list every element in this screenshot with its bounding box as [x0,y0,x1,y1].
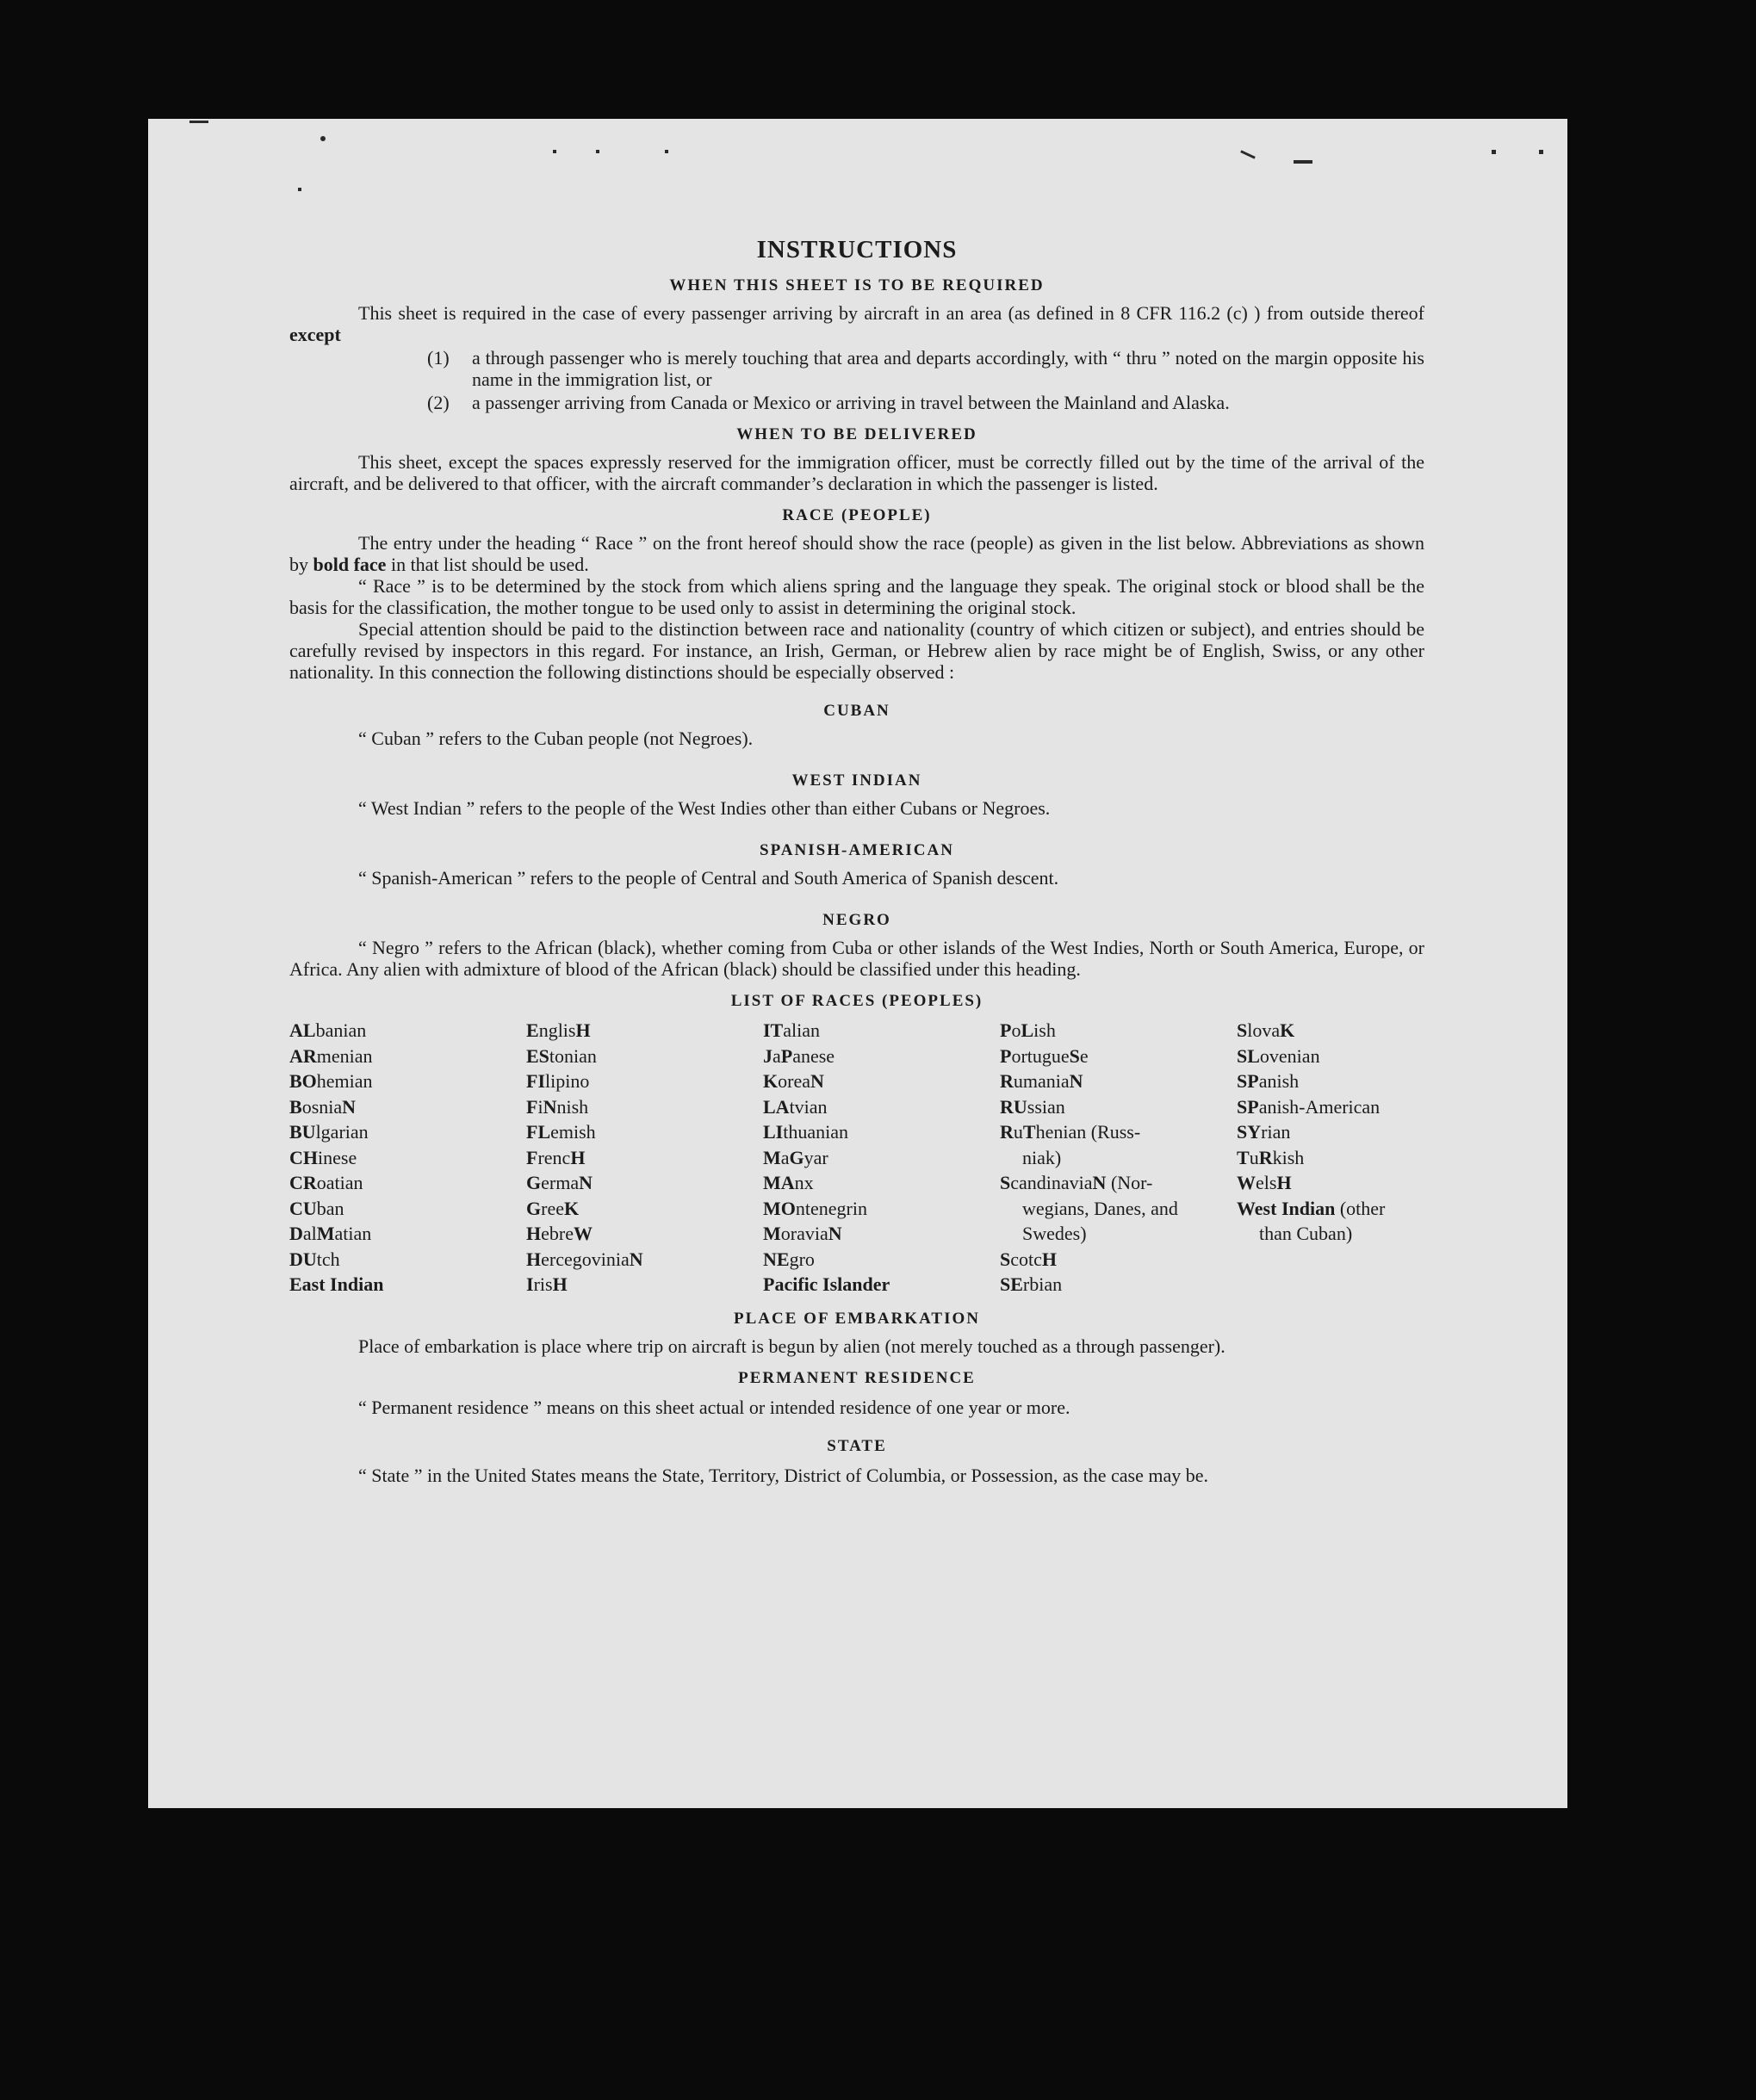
west-indian-text: “ West Indian ” refers to the people of the West Indies other than either Cubans or Negroes. [358,797,1051,819]
race-entry: CUban [289,1197,344,1219]
heading-permanent-residence: PERMANENT RESIDENCE [738,1368,976,1387]
race-entry: GermaN [526,1172,593,1193]
race-paragraph-2: “ Race ” is to be determined by the stock from which aliens spring and the language they speak. The original stock or blood shall be the basis for the classification, the mother tongue to be used only to assist in determining the original stock. [289,575,1424,618]
race-entry: ARmenian [289,1044,373,1067]
spanish-american-text: “ Spanish-American ” refers to the people of Central and South America of Spanish descent. [358,867,1059,889]
page-title: INSTRUCTIONS [756,236,958,263]
race-entry: NEgro [763,1248,815,1270]
race-column [289,1018,526,1298]
race-entry: FIlipino [526,1070,590,1092]
race-entry: TuRkish [1237,1146,1305,1168]
race-entry: West Indian (other than Cuban) [1237,1197,1386,1244]
negro-text: “ Negro ” refers to the African (black), whether coming from Cuba or other islands of the West Indies, North or South America, Europe, or Africa. Any alien with admixture of blood of the African (black) should be classified under this heading. [289,937,1424,980]
race-entry: ALbanian [289,1019,367,1041]
race-entry: SYrian [1237,1121,1291,1143]
delivered-text: This sheet, except the spaces expressly reserved for the immigration officer, must be correctly filled out by the time of the arrival of the aircraft, and be delivered to that officer, with the aircraft commander’s declaration in which the passenger is listed. [289,451,1424,494]
race-entry: HercegoviniaN [526,1248,643,1270]
race-entry: FLemish [526,1121,596,1143]
embarkation-text: Place of embarkation is place where trip on aircraft is begun by alien (not merely touched as a through passenger). [358,1335,1225,1357]
heading-when-delivered: WHEN TO BE DELIVERED [736,425,977,443]
race-entry: KoreaN [763,1070,824,1092]
race-paragraph-1: The entry under the heading “ Race ” on the front hereof should show the race (people) as given in the list below. Abbreviations as shown by bold face in that list should be used. [289,532,1424,575]
exception-item-2: (2) a passenger arriving from Canada or Mexico or arriving in travel between the Mainland and Alaska. [427,392,1230,413]
race-entry: MoraviaN [763,1223,842,1244]
heading-west-indian: WEST INDIAN [791,771,922,790]
state-text: “ State ” in the United States means the State, Territory, District of Columbia, or Possession, as the case may be. [358,1464,1209,1486]
race-entry: RuThenian (Russ- niak) [1000,1121,1141,1168]
race-entry: RUssian [1000,1095,1065,1118]
race-paragraph-3: Special attention should be paid to the distinction between race and nationality (country of which citizen or subject), and entries should be carefully revised by inspectors in this regard. For instance, an Irish, German, or Hebrew alien by race might be of English, Swiss, or any other nationality. In this connection the following distinctions should be especially observed : [289,618,1424,683]
race-entry: RumaniaN [1000,1070,1083,1092]
race-entry: BOhemian [289,1070,373,1092]
race-entry: SlovaK [1237,1019,1295,1041]
race-entry: WelsH [1237,1172,1292,1193]
race-entry: SPanish [1237,1070,1300,1092]
race-entry: DUtch [289,1248,340,1270]
race-entry: Pacific Islander [763,1273,890,1295]
heading-cuban: CUBAN [823,702,890,720]
race-entry: MOntenegrin [763,1197,867,1219]
race-entry: FiNnish [526,1095,589,1118]
race-entry: MAnx [763,1172,814,1193]
heading-spanish-american: SPANISH-AMERICAN [760,841,954,859]
instructions-content [289,236,1424,1486]
residence-text: “ Permanent residence ” means on this sheet actual or intended residence of one year or more. [358,1396,1070,1418]
race-entry: FrencH [526,1146,586,1168]
race-entry: East Indian [289,1273,384,1295]
document-sheet [148,119,1567,1808]
race-entry: SPanish-American [1237,1095,1381,1118]
exception-item-1: (1) a through passenger who is merely touching that area and departs accordingly, with “ thru ” noted on the margin opposite his name in the immigration list, or [427,347,1424,390]
heading-race: RACE (PEOPLE) [782,506,932,524]
race-entry: ITalian [763,1019,821,1041]
race-column [1000,1018,1237,1298]
race-entry: SLovenian [1237,1044,1320,1067]
race-entry: MaGyar [763,1146,828,1168]
required-intro: This sheet is required in the case of every passenger arriving by aircraft in an area (as defined in 8 CFR 116.2 (c) ) from outside thereof except [289,302,1424,345]
cuban-text: “ Cuban ” refers to the Cuban people (not Negroes). [358,728,754,749]
race-entry: ScandinaviaN (Nor- wegians, Danes, and Swedes) [1000,1172,1178,1244]
heading-negro: NEGRO [822,911,891,929]
except-emphasis: except [289,324,341,345]
race-entry: SErbian [1000,1273,1063,1295]
race-entry: EStonian [526,1044,597,1067]
race-entry: DalMatian [289,1223,372,1244]
heading-when-required: WHEN THIS SHEET IS TO BE REQUIRED [669,276,1045,294]
race-column [763,1018,1000,1298]
race-entry: BUlgarian [289,1121,369,1143]
heading-place-of-embarkation: PLACE OF EMBARKATION [734,1309,980,1328]
race-entry: JaPanese [763,1044,835,1067]
race-entry: IrisH [526,1273,568,1295]
race-column [526,1018,763,1298]
race-entry: EnglisH [526,1019,591,1041]
heading-list-of-races: LIST OF RACES (PEOPLES) [730,992,983,1010]
race-entry: LAtvian [763,1095,828,1118]
race-entry: GreeK [526,1197,580,1219]
race-list [289,1018,1424,1298]
race-entry: CRoatian [289,1172,363,1193]
race-entry: HebreW [526,1223,593,1244]
race-entry: PoLish [1000,1019,1056,1041]
race-entry: ScotcH [1000,1248,1058,1270]
race-entry: CHinese [289,1146,357,1168]
race-entry: LIthuanian [763,1121,849,1143]
heading-state: STATE [827,1436,887,1455]
race-column [1237,1018,1426,1298]
race-entry: PortugueSe [1000,1044,1089,1067]
race-entry: BosniaN [289,1095,357,1118]
